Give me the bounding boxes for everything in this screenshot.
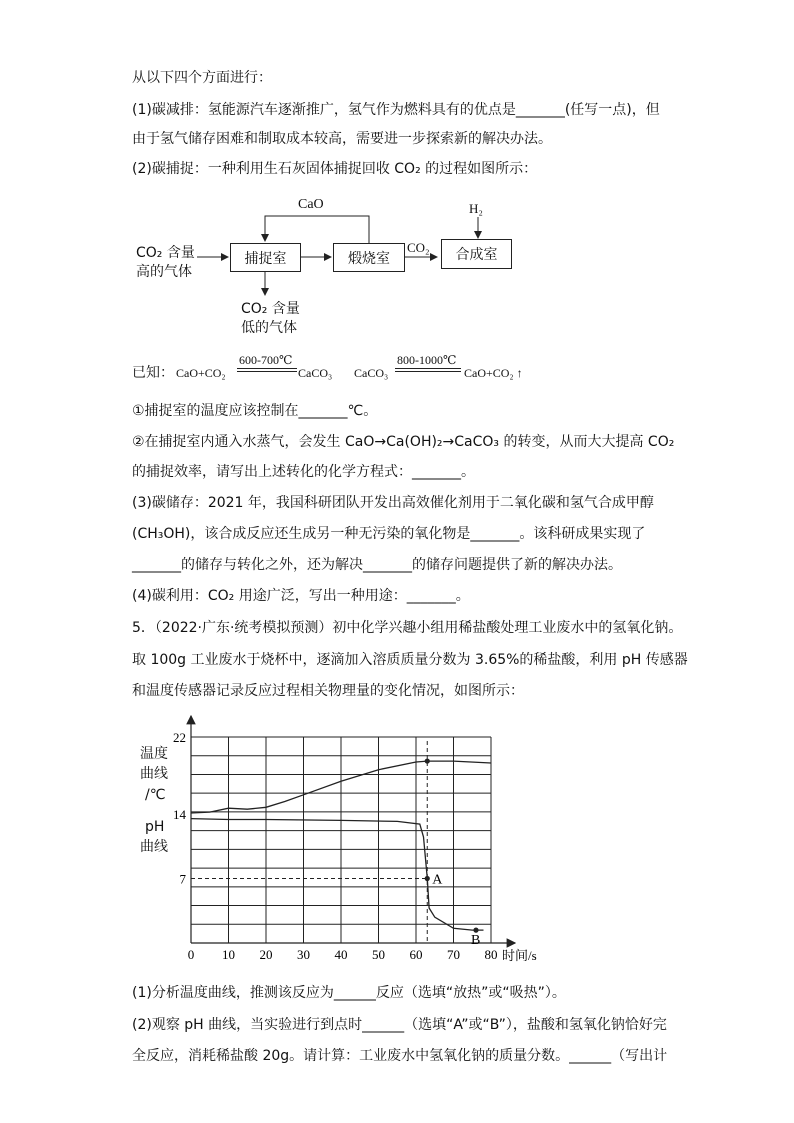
cao-return-arrow — [265, 216, 369, 245]
question-2-sub-2-line-1: ②在捕捉室内通入水蒸气，会发生 CaO→Ca(OH)₂→CaCO₃ 的转变，从而大大提高 CO₂ — [132, 434, 675, 450]
question-3-line-3: _______的储存与转化之外，还为解决_______的储存问题提供了新的解决办法。 — [132, 557, 622, 573]
output-gas-label-2: 低的气体 — [241, 320, 297, 336]
question-2-line: (2)碳捕捉：一种利用生石灰固体捕捉回收 CO₂ 的过程如图所示： — [132, 161, 538, 177]
equation-2-left: CaCO₃ — [354, 366, 389, 380]
question-2-sub-1: ①捕捉室的温度应该控制在_______℃。 — [132, 403, 378, 419]
temperature-ph-chart — [0, 700, 794, 970]
problem-5-q2-line-2: 全反应，消耗稀盐酸 20g。请计算：工业废水中氢氧化钠的质量分数。______（写出计 — [132, 1048, 668, 1064]
known-equations — [132, 352, 572, 382]
problem-5-line-1: 5．（2022·广东·统考模拟预测）初中化学兴趣小组用稀盐酸处理工业废水中的氢氧化钠。 — [132, 620, 683, 636]
question-3-line-1: (3)碳储存：2021 年，我国科研团队开发出高效催化剂用于二氧化碳和氢气合成甲醇 — [132, 495, 654, 511]
h2-label: H₂ — [469, 201, 483, 216]
chart-svg — [0, 700, 794, 970]
x-tick-label: 60 — [409, 947, 423, 962]
x-tick-label: 50 — [372, 947, 385, 962]
question-2-sub-2-line-2: 的捕捉效率，请写出上述转化的化学方程式：_______。 — [132, 464, 475, 480]
equation-2-bar — [395, 368, 461, 372]
point-a-label: A — [432, 872, 443, 888]
calcine-chamber-label: 煅烧室 — [348, 250, 390, 267]
equation-prefix: 已知： — [132, 365, 174, 381]
capture-chamber-label: 捕捉室 — [244, 250, 287, 267]
question-1-line-1: (1)碳减排：氢能源汽车逐渐推广，氢气作为燃料具有的优点是_______(任写一点)，但 — [132, 102, 660, 118]
equation-1-condition: 600-700℃ — [239, 353, 293, 367]
cao-label: CaO — [298, 197, 324, 212]
x-tick-label: 40 — [334, 947, 348, 962]
intro-line: 从以下四个方面进行： — [132, 70, 272, 86]
x-tick-label: 20 — [259, 947, 273, 962]
input-gas-label-1: CO₂ 含量 — [136, 245, 195, 261]
equation-1-left: CaO+CO₂ — [176, 366, 226, 380]
problem-5-q1: (1)分析温度曲线，推测该反应为______反应（选填“放热”或“吸热”）。 — [132, 985, 566, 1001]
problem-5-line-2: 取 100g 工业废水于烧杯中，逐滴加入溶质质量分数为 3.65%的稀盐酸，利用 pH 传感器 — [132, 652, 688, 668]
x-tick-label: 0 — [187, 947, 195, 962]
temperature-axis-label-2: 曲线 — [140, 766, 168, 782]
temperature-axis-label-3: /℃ — [145, 787, 166, 803]
output-gas-label-1: CO₂ 含量 — [241, 301, 300, 317]
equation-1-right: CaCO₃ — [298, 366, 333, 380]
point-a — [425, 876, 430, 881]
x-tick-label: 10 — [222, 947, 235, 962]
x-tick-label: 30 — [297, 947, 310, 962]
problem-5-line-3: 和温度传感器记录反应过程相关物理量的变化情况，如图所示： — [132, 683, 524, 699]
calcine-chamber-box — [333, 243, 405, 272]
question-3-line-2: (CH₃OH)，该合成反应还生成另一种无污染的氧化物是_______。该科研成果实现了 — [132, 526, 646, 542]
temperature-peak-point — [425, 758, 430, 763]
synthesis-chamber-label: 合成室 — [455, 247, 498, 263]
equation-1-bar — [237, 368, 297, 372]
ph-axis-label-1: pH — [145, 819, 165, 835]
equation-2-right: CaO+CO₂ ↑ — [464, 366, 523, 380]
co2-label: CO₂ — [407, 240, 430, 255]
synthesis-chamber-box — [441, 239, 512, 269]
y-tick-label: 22 — [173, 730, 186, 745]
ph-axis-label-2: 曲线 — [140, 839, 168, 855]
question-4-line: (4)碳利用：CO₂ 用途广泛，写出一种用途：_______。 — [132, 588, 470, 604]
y-tick-label: 7 — [179, 871, 186, 887]
x-tick-label: 80 — [484, 947, 498, 962]
capture-chamber-box — [230, 243, 301, 272]
problem-5-q2-line-1: (2)观察 pH 曲线，当实验进行到点时______（选填“A”或“B”），盐酸和氢氧化钠恰好完 — [132, 1017, 667, 1033]
y-tick-label: 14 — [173, 807, 186, 822]
flow-arrows — [0, 0, 794, 360]
equation-2-condition: 800-1000℃ — [397, 353, 457, 367]
carbon-capture-flow-diagram — [0, 0, 794, 360]
point-b — [473, 928, 478, 933]
point-b-label: B — [471, 933, 481, 949]
x-axis-title: 时间/s — [502, 948, 537, 963]
question-1-line-2: 由于氢气储存困难和制取成本较高，需要进一步探索新的解决办法。 — [132, 131, 552, 147]
x-tick-label: 70 — [447, 947, 460, 962]
temperature-axis-label-1: 温度 — [140, 746, 168, 762]
input-gas-label-2: 高的气体 — [136, 264, 192, 280]
